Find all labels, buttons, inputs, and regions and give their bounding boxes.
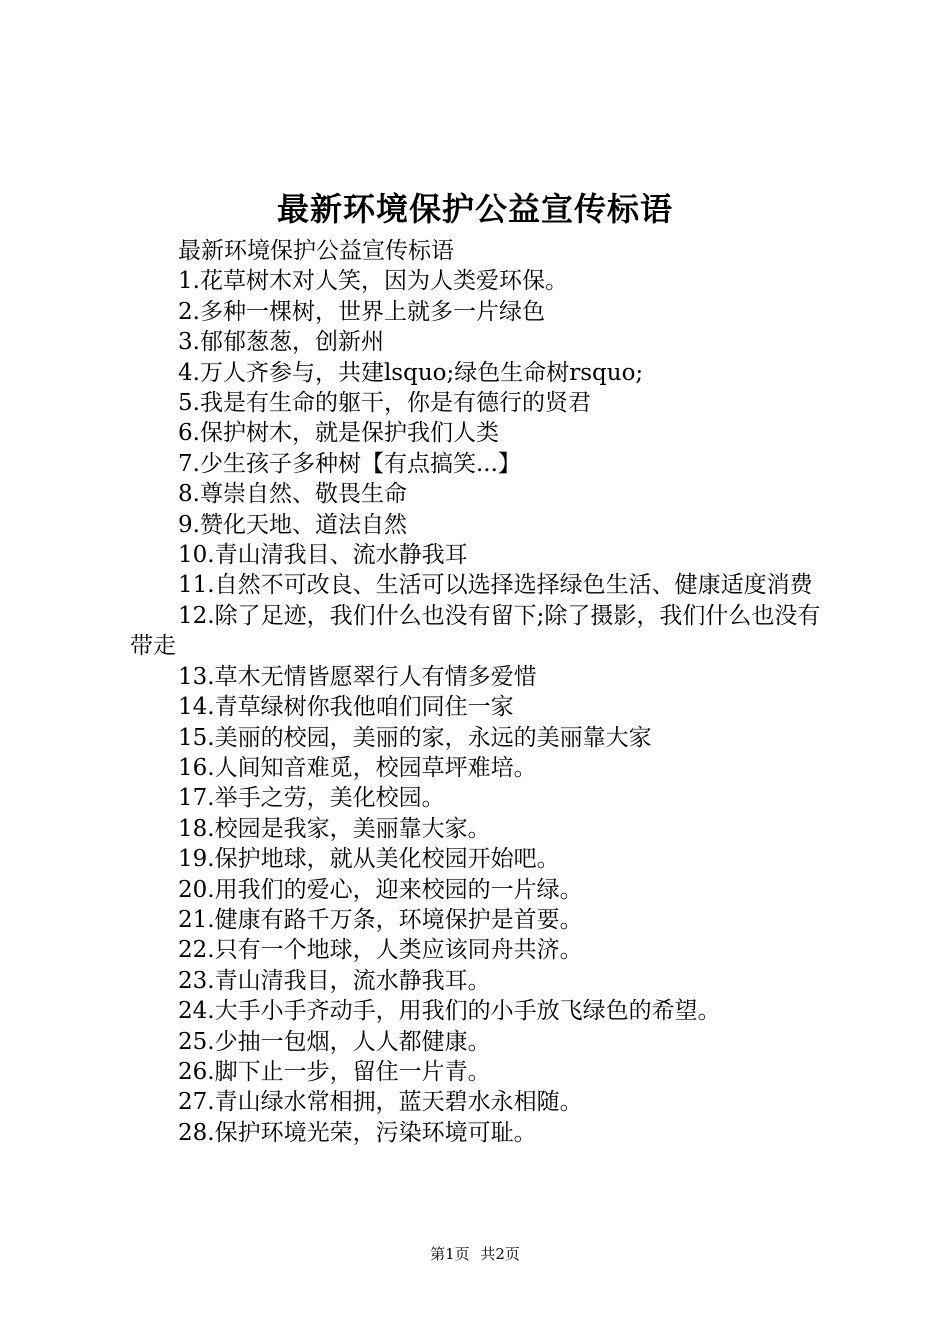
paragraph: 1.花草树木对人笑，因为人类爱环保。 xyxy=(178,268,568,295)
paragraph: 9.赞化天地、道法自然 xyxy=(178,511,407,538)
paragraph: 27.青山绿水常相拥，蓝天碧水永相随。 xyxy=(178,1089,583,1116)
paragraph: 23.青山清我目，流水静我耳。 xyxy=(178,967,491,994)
paragraph: 20.用我们的爱心，迎来校园的一片绿。 xyxy=(178,876,583,903)
page-footer xyxy=(0,1242,950,1266)
paragraph: 2.多种一棵树，世界上就多一片绿色 xyxy=(178,298,545,325)
paragraph: 28.保护环境光荣，污染环境可耻。 xyxy=(178,1119,537,1146)
paragraph: 16.人间知音难觅，校园草坪难培。 xyxy=(178,754,537,781)
paragraph: 13.草木无情皆愿翠行人有情多爱惜 xyxy=(178,663,537,690)
paragraph: 6.保护树木，就是保护我们人类 xyxy=(178,420,499,447)
document-title: 最新环境保护公益宣传标语 xyxy=(276,190,673,228)
page-number: 第1页 xyxy=(430,1245,470,1263)
paragraph: 15.美丽的校园，美丽的家，永远的美丽靠大家 xyxy=(178,724,652,751)
paragraph: 8.尊崇自然、敬畏生命 xyxy=(178,481,407,508)
document-body xyxy=(130,236,835,1148)
paragraph: 14.青草绿树你我他咱们同住一家 xyxy=(178,694,514,721)
paragraph: 24.大手小手齐动手，用我们的小手放飞绿色的希望。 xyxy=(178,998,721,1025)
paragraph: 7.少生孩子多种树【有点搞笑...】 xyxy=(178,450,521,477)
paragraph: 10.青山清我目、流水静我耳 xyxy=(178,542,468,569)
paragraph: 22.只有一个地球，人类应该同舟共济。 xyxy=(178,937,583,964)
paragraph: 最新环境保护公益宣传标语 xyxy=(178,238,454,264)
paragraph: 4.万人齐参与，共建lsquo;绿色生命树rsquo; xyxy=(178,359,644,386)
paragraph: 26.脚下止一步，留住一片青。 xyxy=(178,1058,491,1085)
paragraph: 17.举手之劳，美化校园。 xyxy=(178,785,445,812)
paragraph: 25.少抽一包烟，人人都健康。 xyxy=(178,1028,491,1055)
paragraph: 18.校园是我家，美丽靠大家。 xyxy=(178,815,491,842)
paragraph: 3.郁郁葱葱，创新州 xyxy=(178,329,384,356)
paragraph: 19.保护地球，就从美化校园开始吧。 xyxy=(178,846,560,873)
page-total: 共2页 xyxy=(480,1245,520,1263)
paragraph: 21.健康有路千万条，环境保护是首要。 xyxy=(178,906,583,933)
paragraph: 11.自然不可改良、生活可以选择选择绿色生活、健康适度消费 xyxy=(178,572,813,599)
paragraph: 5.我是有生命的躯干，你是有德行的贤君 xyxy=(178,390,591,417)
paragraph: 12.除了足迹，我们什么也没有留下;除了摄影，我们什么也没有带走 xyxy=(130,602,821,660)
